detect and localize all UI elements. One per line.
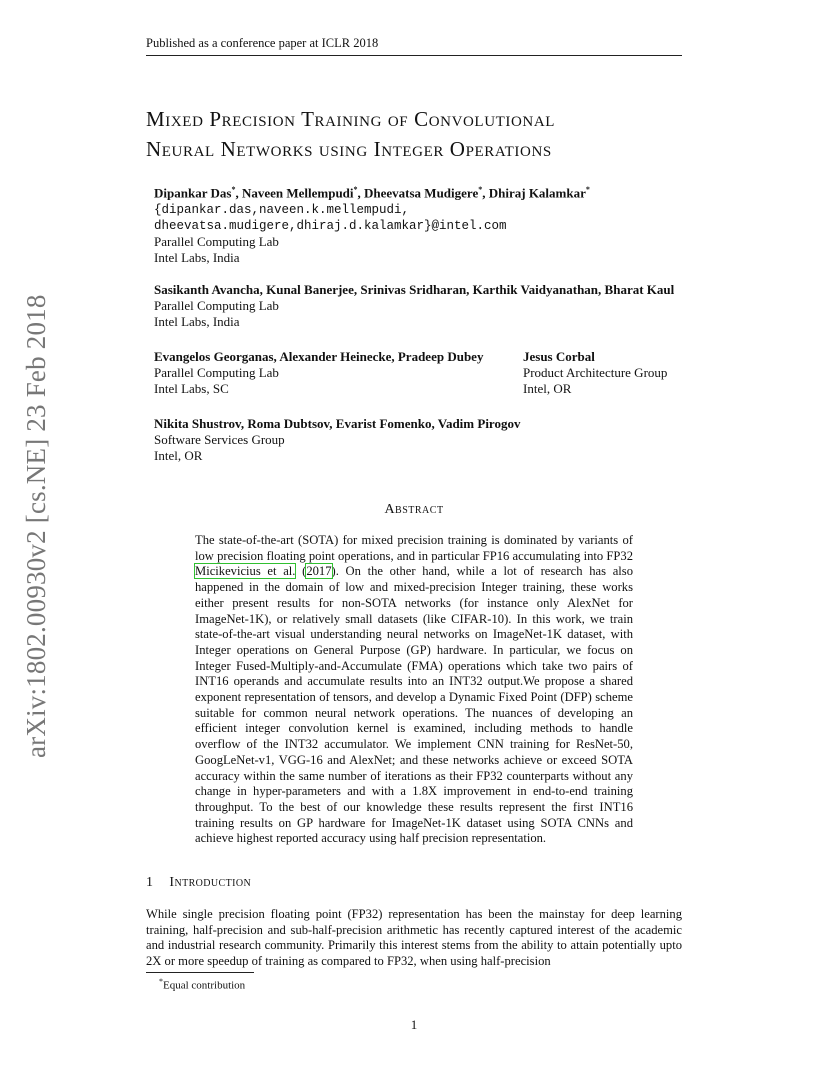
citation-year-link[interactable]: 2017 [306,564,332,579]
author-affiliation: Intel Labs, India [154,314,240,330]
author-affiliation: Parallel Computing Lab [154,298,279,314]
author-affiliation: Parallel Computing Lab [154,233,279,249]
footnote-mark: * [159,977,163,986]
author-affiliation: Intel, OR [154,448,203,464]
author-email[interactable]: {dipankar.das,naveen.k.mellempudi, [154,202,410,217]
abstract-text: The state-of-the-art (SOTA) for mixed precision training is dominated by variants of low precision floating point operations, and in particular FP16 accumulating into FP32 [195,533,633,563]
author-group-1 [154,182,714,266]
arxiv-sidebar-stamp: arXiv:1802.00930v2 [cs.NE] 23 Feb 2018 [21,294,51,758]
author-group-4 [523,349,703,398]
abstract-body: The state-of-the-art (SOTA) for mixed precision training is dominated by variants of low precision floating point operations, and in particular FP16 accumulating into FP32 Micikevicius et al. (2017). On the other hand, while a lot of research has also happened in the domain of low and mixed-precision Integer training, these works either present results for non-SOTA networks (for instance only AlexNet for ImageNet-1K), or relatively small datasets (like CIFAR-10). In this work, we train state-of-the-art visual understanding neural networks on ImageNet-1K dataset, with Integer operations on General Purpose (GP) hardware. In particular, we focus on Integer Fused-Multiply-and-Accumulate (FMA) operations which take two pairs of INT16 operands and accumulate results into an INT32 output.We propose a shared exponent representation of tensors, and develop a Dynamic Fixed Point (DFP) scheme suitable for common neural network operations. The nuances of developing an efficient integer convolution kernel is examined, including methods to handle overflow of the INT32 accumulator. We implement CNN training for ResNet-50, GoogLeNet-v1, VGG-16 and AlexNet; and these networks achieve or exceed SOTA accuracy within the same number of iterations as their FP32 counterparts without any change in hyper-parameters and with a 1.8X improvement in end-to-end training throughput. To the best of our knowledge these results represent the first INT16 training results on GP hardware for ImageNet-1K dataset using SOTA CNNs and achieve highest reported accuracy using half precision representation. [195,533,633,846]
author-affiliation: Software Services Group [154,432,285,448]
author-names: Dipankar Das*, Naveen Mellempudi*, Dheevatsa Mudigere*, Dhiraj Kalamkar* [154,185,590,201]
footnote-rule [146,972,254,973]
section-heading [146,875,251,891]
author-affiliation: Product Architecture Group [523,365,668,381]
author-affiliation: Intel, OR [523,381,572,397]
author-names: Nikita Shustrov, Roma Dubtsov, Evarist Fomenko, Vadim Pirogov [154,416,521,431]
footnote [159,977,245,992]
section-title: Introduction [169,875,252,890]
author-names: Evangelos Georganas, Alexander Heinecke, Pradeep Dubey [154,349,484,364]
author-group-2 [154,282,714,331]
author-email[interactable]: dheevatsa.mudigere,dhiraj.d.kalamkar}@intel.com [154,218,507,233]
author-names: Jesus Corbal [523,349,595,364]
author-affiliation: Parallel Computing Lab [154,365,279,381]
author-affiliation: Intel Labs, India [154,250,240,266]
page-number: 1 [410,1017,418,1032]
abstract-text: ). On the other hand, while a lot of research has also happened in the domain of low and mixed-precision Integer training, these works either present results for non-SOTA networks (for instance only AlexNet for ImageNet-1K), or relatively small datasets (like CIFAR-10). In this work, we train state-of-the-art visual understanding neural networks on ImageNet-1K dataset, with Integer operations on General Purpose (GP) hardware. In particular, we focus on Integer Fused-Multiply-and-Accumulate (FMA) operations which take two pairs of INT16 operands and accumulate results into an INT32 output.We propose a shared exponent representation of tensors, and develop a Dynamic Fixed Point (DFP) scheme suitable for common neural network operations. The nuances of developing an efficient integer convolution kernel is examined, including methods to handle overflow of the INT32 accumulator. We implement CNN training for ResNet-50, GoogLeNet-v1, VGG-16 and AlexNet; and these networks achieve or exceed SOTA accuracy within the same number of iterations as their FP32 counterparts without any change in hyper-parameters and with a 1.8X improvement in end-to-end training throughput. To the best of our knowledge these results represent the first INT16 training results on GP hardware for ImageNet-1K dataset using SOTA CNNs and achieve highest reported accuracy using half precision representation. [195,564,633,846]
author-group-3 [154,349,514,398]
title-line-1: Mixed Precision Training of Convolutional [146,107,556,131]
abstract-heading: Abstract [384,502,444,517]
footnote-text: Equal contribution [163,979,246,992]
paper-title [146,104,706,164]
title-line-2: Neural Networks using Integer Operations [146,137,552,161]
body-paragraph: While single precision floating point (FP32) representation has been the mainstay for deep learning training, half-precision and sub-half-precision arithmetic has recently captured interest of the academic and industrial research community. Primarily this interest stems from the ability to attain potentially upto 2X or more speedup of training as compared to FP32, when using half-precision [146,907,682,969]
section-number: 1 [146,875,154,890]
author-group-5 [154,416,714,465]
author-names: Sasikanth Avancha, Kunal Banerjee, Srinivas Sridharan, Karthik Vaidyanathan, Bharat Kaul [154,282,675,297]
author-affiliation: Intel Labs, SC [154,381,229,397]
citation-link[interactable]: Micikevicius et al. [195,564,296,579]
running-header: Published as a conference paper at ICLR 2018 [146,36,682,56]
